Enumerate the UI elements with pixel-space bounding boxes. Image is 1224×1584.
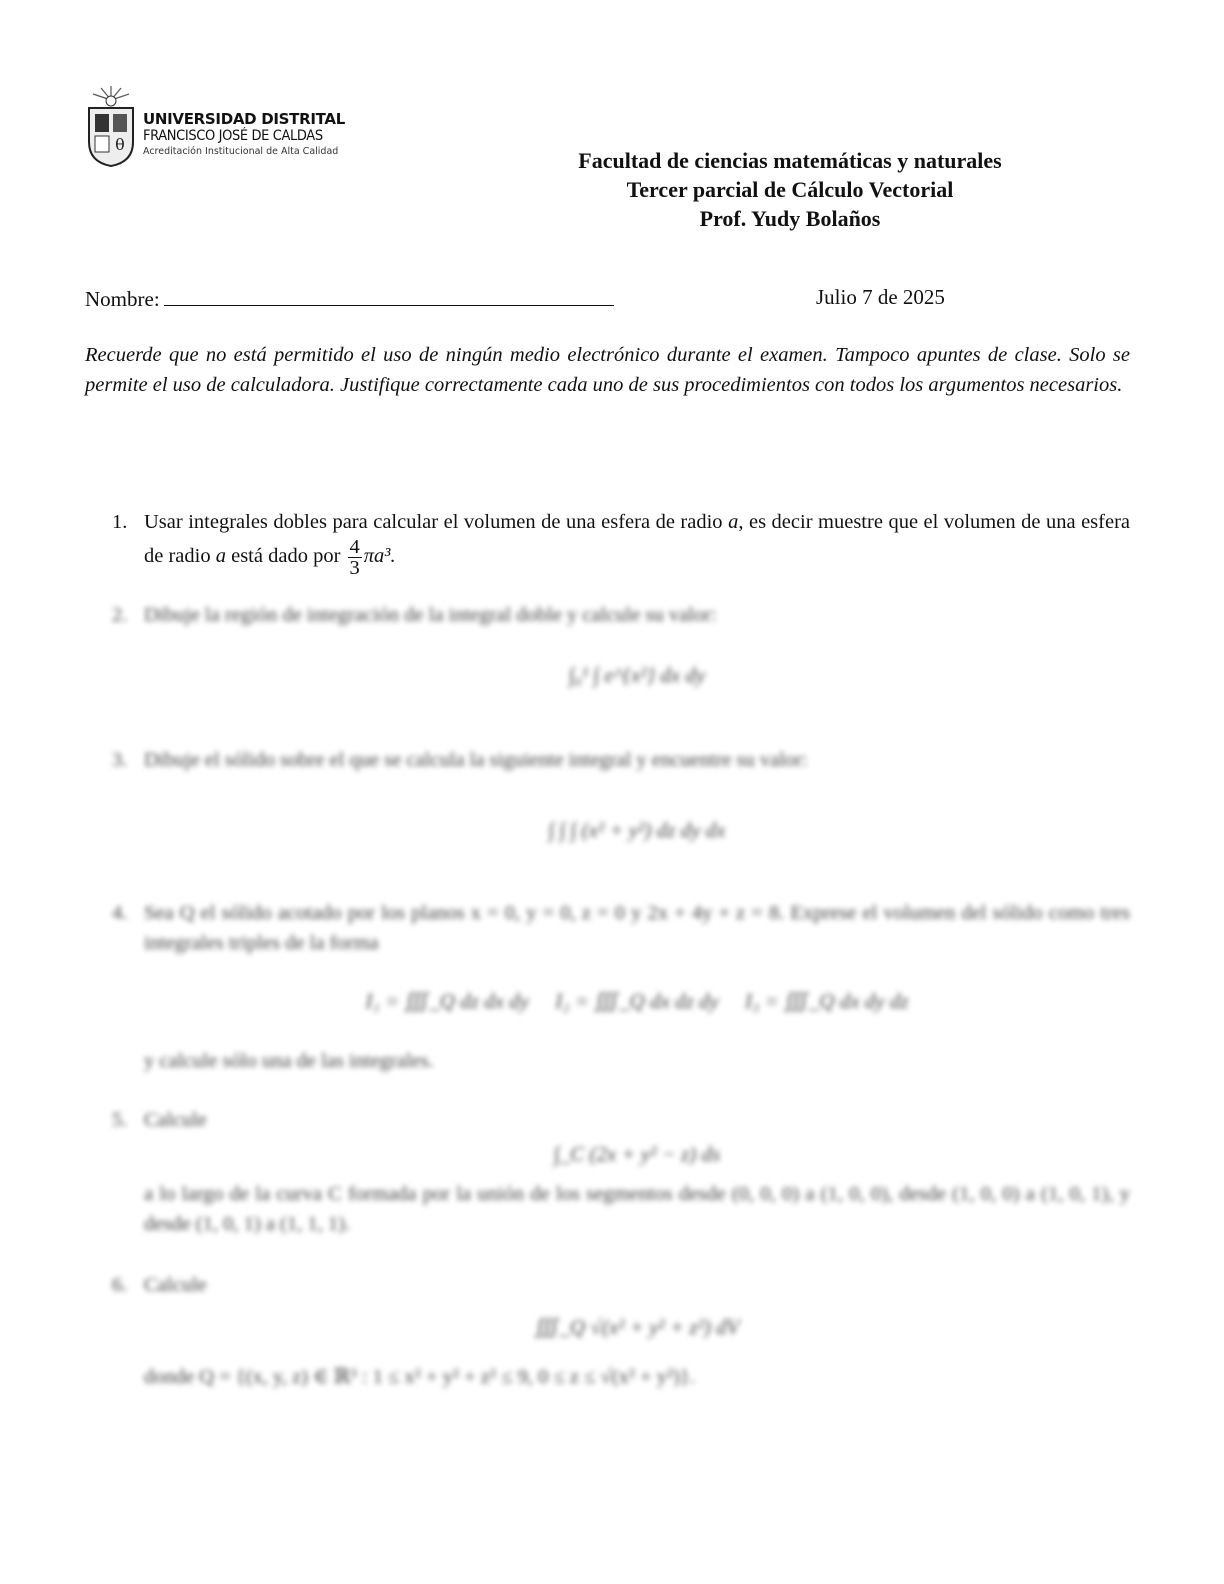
- question-number: 2.: [112, 604, 128, 626]
- svg-text:θ: θ: [115, 135, 125, 154]
- variable: a: [728, 511, 739, 533]
- integral: ∫ ∫ ∫ (x² + y²) dz dy dx: [548, 818, 726, 842]
- question-4: [112, 898, 1130, 1076]
- question-6: [112, 1270, 1130, 1392]
- numerator: 4: [349, 536, 360, 558]
- logo-line-2: FRANCISCO JOSÉ DE CALDAS: [143, 128, 323, 144]
- logo-line-3: Acreditación Institucional de Alta Calidad: [143, 146, 339, 157]
- question-text: , es decir muestre que el volumen de una esfera de radio: [144, 511, 1131, 568]
- question-3: [112, 745, 1130, 859]
- name-field[interactable]: [85, 285, 614, 312]
- exam-title: Tercer parcial de Cálculo Vectorial: [626, 177, 954, 202]
- instructions-paragraph: Recuerde que no está permitido el uso de ningún medio electrónico durante el examen. Tampoco apuntes de clase. Solo se permite el uso de calculadora. Justifique correctamente cada uno de sus procedimientos con todos los argumentos necesarios.: [85, 344, 1130, 396]
- question-number: 4.: [112, 902, 128, 924]
- university-logo: [85, 84, 355, 172]
- question-2: [112, 600, 1130, 704]
- question-text: donde Q = {(x, y, z) ∈ ℝ³ : 1 ≤ x² + y² + z² ≤ 9, 0 ≤ z ≤ √(x² + y²)}.: [144, 1366, 695, 1388]
- question-text: Usar integrales dobles para calcular el volumen de una esfera de radio: [144, 511, 729, 533]
- question-text: Dibuje la región de integración de la integral doble y calcule su valor:: [144, 604, 717, 626]
- question-1: [112, 507, 1130, 578]
- integral: I₁ = ∭_Q dz dx dy I₂ = ∭_Q dx dz dy I₃ = ∭_Q dx dy dz: [365, 989, 909, 1013]
- question-text: Dibuje el sólido sobre el que se calcula la siguiente integral y encuentre su valor:: [144, 749, 808, 771]
- name-label: Nombre:: [85, 287, 160, 311]
- faculty-heading: Facultad de ciencias matemáticas y naturales: [578, 148, 1002, 173]
- question-text: Calcule: [144, 1274, 207, 1296]
- professor-name: Prof. Yudy Bolaños: [699, 206, 881, 231]
- question-number: 3.: [112, 749, 128, 771]
- logo-line-1: UNIVERSIDAD DISTRITAL: [143, 110, 345, 128]
- formula-tail: πa³.: [363, 545, 396, 568]
- question-5: [112, 1105, 1130, 1239]
- question-text: y calcule sólo una de las integrales.: [144, 1050, 434, 1072]
- integral: ∫₀¹ ∫ e^{x²} dx dy: [568, 663, 706, 687]
- question-number: 6.: [112, 1274, 128, 1296]
- question-number: 5.: [112, 1109, 128, 1131]
- question-text: a lo largo de la curva C formada por la unión de los segmentos desde (0, 0, 0) a (1, 0, 0), desde (1, 0, 0) a (1, 0, 1), y desde (1, 0, 1) a (1, 1, 1).: [144, 1183, 1130, 1235]
- question-number: 1.: [112, 511, 128, 533]
- integral: ∫_C (2x + y² − z) ds: [553, 1142, 721, 1166]
- fraction: [348, 537, 362, 578]
- integral: ∭_Q √(x² + y² + z²) dV: [534, 1315, 740, 1339]
- denominator: 3: [349, 557, 360, 579]
- university-seal-icon: [85, 84, 137, 168]
- name-blank-line[interactable]: [164, 285, 614, 306]
- question-text: está dado por: [225, 545, 346, 568]
- question-text: Sea Q el sólido acotado por los planos x = 0, y = 0, z = 0 y 2x + 4y + z = 8. Exprese el volumen del sólido como tres integrales triples de la forma: [144, 902, 1130, 954]
- variable: a: [215, 545, 226, 568]
- exam-date: Julio 7 de 2025: [816, 285, 945, 309]
- question-text: Calcule: [144, 1109, 207, 1131]
